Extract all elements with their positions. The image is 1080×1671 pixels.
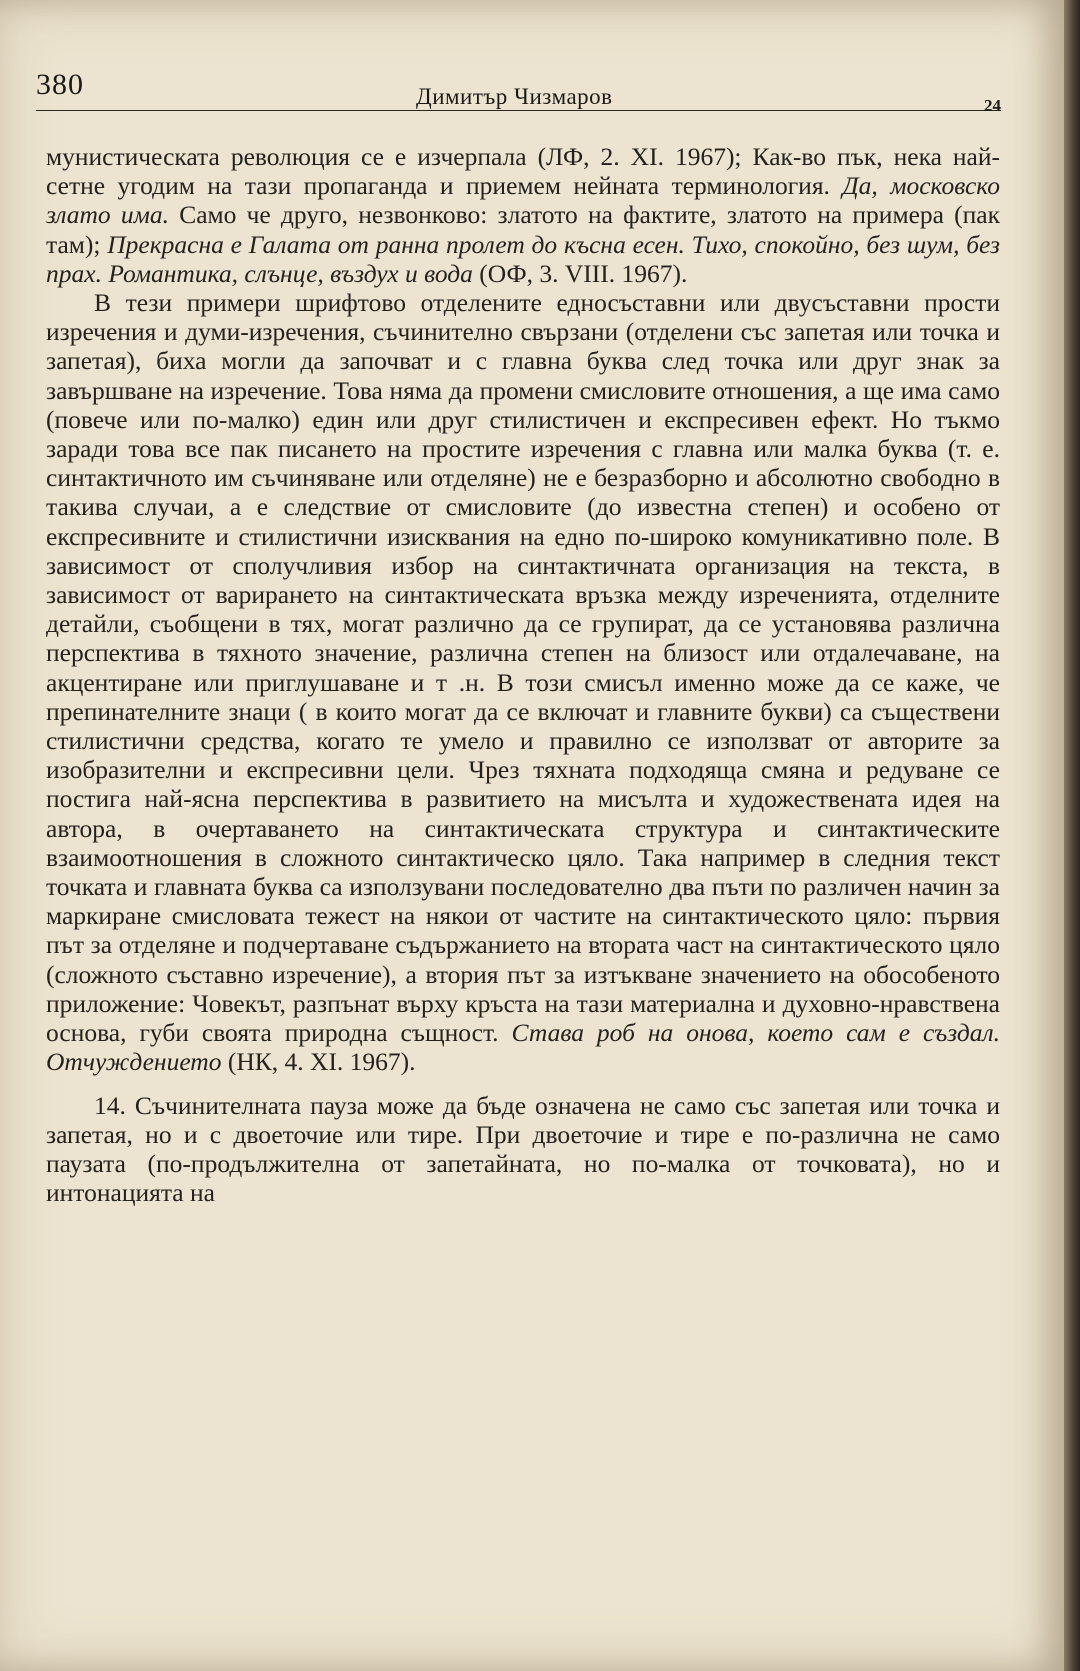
- text-run: 14. Съчинителната пауза може да бъде означена не само със запетая или точка и запетая, но и с двоеточие или тире. При двоеточие и тире е по-различна не само паузата (по-продължителна от запетайната, но по-малка от точковата), но и интонацията на: [46, 1090, 1000, 1208]
- header-rule: [36, 110, 1001, 111]
- italic-quote: Да, московско злато има.: [46, 171, 1000, 230]
- italic-quote: Става роб на онова, което сам е създал. Отчуждението: [46, 1018, 1000, 1077]
- paragraph-section-14: [46, 1091, 1000, 1208]
- text-run: (ОФ, 3. VIII. 1967).: [472, 258, 688, 288]
- paragraph-continued: [46, 142, 1000, 288]
- text-run: (НК, 4. XI. 1967).: [221, 1047, 416, 1077]
- page-number: 380: [36, 68, 84, 101]
- body-text: [46, 142, 1000, 1207]
- book-spine: [1064, 0, 1080, 1671]
- running-head: Димитър Чизмаров: [416, 84, 613, 109]
- paragraph: [46, 288, 1000, 1076]
- text-run: В тези примери шрифтово отделените едносъставни или двусъставни прости изречения и думи-изречения, съчинително свързани (отделени със запетая или точка и запетая), биха могли да започват и с главна буква след точка или друг знак за завършване на изречение. Това няма да промени смисловите отношения, а ще има само (повече или по-малко) един или друг стилистичен и експресивен ефект. Но тъкмо заради това все пак писането на простите изречения с главна или малка буква (т. е. синтактичното им съчиняване или отделяне) не е безразборно и абсолютно свободно в такива случаи, а е следствие от смисловите (до известна степен) и особено от експресивните и стилистични изисквания на едно по-широко комуникативно поле. В зависимост от сполучливия избор на синтактичната организация на текста, в зависимост от варирането на синтактическата връзка между изреченията, отделните детайли, съобщени в тях, могат различно да се групират, да се установява различна перспектива в тяхното значение, различна степен на близост или отдалечаване, на акцентиране или приглушаване и т .н. В този смисъл именно може да се каже, че препинателните знаци ( в които могат да се включат и главните букви) са съществени стилистични средства, когато те умело и правилно се използват от авторите за изобразителни и експресивни цели. Чрез тяхната подходяща смяна и редуване се постига най-ясна перспектива в развитието на мисълта и художествената идея на автора, в очертаването на синтактическата структура и синтактическите взаимоотношения в сложното синтактическо цяло. Така например в следния текст точката и главната буква са използувани последователно два пъти по различен начин за маркиране смисловата тежест на някои от частите на синтактическото цяло: първия път за отделяне и подчертаване съдържанието на втората част на синтактическото цяло (сложното съставно изречение), а втория път за изтъкване значението на обособеното приложение: Човекът, разпънат върху кръста на тази материална и духовно-нравствена основа, губи своята природна същност.: [46, 288, 1000, 1048]
- italic-quote: Прекрасна е Галата от ранна пролет до късна есен. Тихо, спокойно, без шум, без прах. Романтика, слънце, въздух и вода: [46, 229, 1000, 288]
- text-run: мунистическата революция се е изчерпала (ЛФ, 2. XI. 1967); Как-во пък, нека най-сетне угодим на тази пропаганда и приемем нейната терминология.: [46, 142, 1000, 201]
- page-header: [36, 68, 1016, 118]
- signature-mark: 24: [984, 96, 1001, 115]
- text-run: Само че друго, незвонково: златото на фактите, златото на примера (пак там);: [46, 200, 1000, 259]
